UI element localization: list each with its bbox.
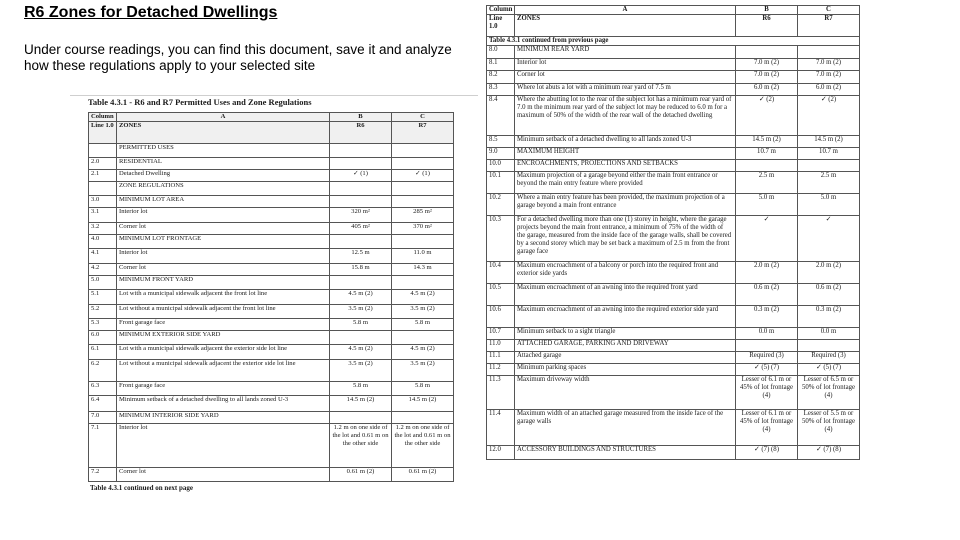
line-number: 11.1: [487, 352, 515, 364]
r7-value: 5.8 m: [392, 382, 454, 396]
r6-value: 3.5 m (2): [330, 305, 392, 319]
zones-label: ZONES: [515, 15, 736, 37]
r7-value: ✓: [798, 216, 860, 262]
table-row: [89, 360, 454, 382]
row-description: Minimum parking spaces: [515, 364, 736, 376]
r7-value: [392, 412, 454, 424]
table-row: [89, 170, 454, 182]
row-description: Attached garage: [515, 352, 736, 364]
line-number: 11.3: [487, 376, 515, 410]
r7-value: 3.5 m (2): [392, 305, 454, 319]
line-number: 5.0: [89, 276, 117, 290]
line-number: 6.0: [89, 331, 117, 345]
line-number: 12.0: [487, 446, 515, 460]
section-row: [89, 196, 454, 208]
r6-value: 5.0 m: [736, 194, 798, 216]
r6-value: 5.8 m: [330, 319, 392, 331]
row-description: Lot with a municipal sidewalk adjacent the front lot line: [117, 290, 330, 305]
r6-value: 3.5 m (2): [330, 360, 392, 382]
r7-label: R7: [392, 122, 454, 144]
column-a-label: A: [515, 6, 736, 15]
row-description: Maximum encroachment of an awning into the required exterior side yard: [515, 306, 736, 328]
left-document: [70, 94, 480, 492]
r7-value: [798, 340, 860, 352]
r6-value: [330, 144, 392, 158]
section-row: [89, 144, 454, 158]
left-zone-table: [88, 112, 454, 482]
line-number: 7.2: [89, 468, 117, 482]
table-row: [487, 136, 860, 148]
row-description: Corner lot: [117, 223, 330, 235]
r7-value: 4.5 m (2): [392, 345, 454, 360]
line-number: 8.2: [487, 71, 515, 84]
r6-value: Lesser of 6.1 m or 45% of lot frontage (4): [736, 376, 798, 410]
table-row: [89, 424, 454, 468]
r7-value: 5.8 m: [392, 319, 454, 331]
r7-value: [392, 235, 454, 249]
table-row: [487, 84, 860, 96]
r6-value: [736, 340, 798, 352]
r7-value: [392, 158, 454, 170]
row-description: RESIDENTIAL: [117, 158, 330, 170]
r7-value: Lesser of 5.5 m or 50% of lot frontage (4): [798, 410, 860, 446]
r7-value: 0.6 m (2): [798, 284, 860, 306]
line-number: 11.2: [487, 364, 515, 376]
table-row: [89, 319, 454, 331]
line-number: 6.4: [89, 396, 117, 412]
line-number: 8.4: [487, 96, 515, 136]
r6-value: [330, 276, 392, 290]
row-description: Front garage face: [117, 319, 330, 331]
row-description: Where lot abuts a lot with a minimum rear yard of 7.5 m: [515, 84, 736, 96]
table-row: [89, 468, 454, 482]
line-number: 5.3: [89, 319, 117, 331]
r6-label: R6: [736, 15, 798, 37]
row-description: Lot without a municipal sidewalk adjacent the front lot line: [117, 305, 330, 319]
row-description: MINIMUM LOT FRONTAGE: [117, 235, 330, 249]
table-row: [89, 396, 454, 412]
r6-value: 0.6 m (2): [736, 284, 798, 306]
row-description: ZONE REGULATIONS: [117, 182, 330, 196]
row-description: Front garage face: [117, 382, 330, 396]
line-number: 8.0: [487, 46, 515, 59]
r6-value: 7.0 m (2): [736, 71, 798, 84]
row-description: Maximum projection of a garage beyond either the main front entrance or beyond the main entry feature where provided: [515, 172, 736, 194]
r6-value: [330, 196, 392, 208]
row-description: MAXIMUM HEIGHT: [515, 148, 736, 160]
r7-value: 14.3 m: [392, 264, 454, 276]
table-row: [487, 376, 860, 410]
line-number: 4.2: [89, 264, 117, 276]
line-number: 11.4: [487, 410, 515, 446]
table-row: [89, 264, 454, 276]
line-number: 8.1: [487, 59, 515, 71]
table-row: [89, 290, 454, 305]
r6-value: 14.5 m (2): [330, 396, 392, 412]
column-a-label: A: [117, 113, 330, 122]
row-description: Maximum driveway width: [515, 376, 736, 410]
r7-value: 14.5 m (2): [798, 136, 860, 148]
r6-value: 6.0 m (2): [736, 84, 798, 96]
r6-value: 14.5 m (2): [736, 136, 798, 148]
table-row: [487, 284, 860, 306]
row-description: MINIMUM EXTERIOR SIDE YARD: [117, 331, 330, 345]
table-row: [487, 364, 860, 376]
line-number: 2.1: [89, 170, 117, 182]
r6-value: [330, 412, 392, 424]
r6-value: ✓ (1): [330, 170, 392, 182]
r7-value: ✓ (5) (7): [798, 364, 860, 376]
r7-value: 10.7 m: [798, 148, 860, 160]
line-number: 10.2: [487, 194, 515, 216]
left-table-caption: Table 4.3.1 - R6 and R7 Permitted Uses and Zone Regulations: [88, 97, 312, 107]
r7-value: 14.5 m (2): [392, 396, 454, 412]
row-description: Corner lot: [117, 264, 330, 276]
row-description: Where a main entry feature has been provided, the maximum projection of a garage beyond a main front entrance: [515, 194, 736, 216]
r6-value: ✓: [736, 216, 798, 262]
row-description: MINIMUM LOT AREA: [117, 196, 330, 208]
r6-value: [330, 182, 392, 196]
r7-value: ✓ (2): [798, 96, 860, 136]
column-c-label: C: [392, 113, 454, 122]
row-description: Corner lot: [515, 71, 736, 84]
r6-value: ✓ (5) (7): [736, 364, 798, 376]
row-description: ATTACHED GARAGE, PARKING AND DRIVEWAY: [515, 340, 736, 352]
line-number: 6.3: [89, 382, 117, 396]
row-description: Maximum encroachment of an awning into the required front yard: [515, 284, 736, 306]
row-description: Lot without a municipal sidewalk adjacent the exterior side lot line: [117, 360, 330, 382]
section-row: [487, 160, 860, 172]
r6-value: 2.5 m: [736, 172, 798, 194]
r7-label: R7: [798, 15, 860, 37]
r6-value: 1.2 m on one side of the lot and 0.61 m on the other side: [330, 424, 392, 468]
r7-value: 0.3 m (2): [798, 306, 860, 328]
table-row: [487, 96, 860, 136]
line-number: 7.0: [89, 412, 117, 424]
table-row: [487, 262, 860, 284]
r7-value: Required (3): [798, 352, 860, 364]
r7-value: [392, 276, 454, 290]
row-description: Minimum setback to a sight triangle: [515, 328, 736, 340]
line-number: 10.0: [487, 160, 515, 172]
line-number: 11.0: [487, 340, 515, 352]
table-row: [487, 352, 860, 364]
r6-value: 4.5 m (2): [330, 345, 392, 360]
r7-value: 7.0 m (2): [798, 59, 860, 71]
r7-value: 0.0 m: [798, 328, 860, 340]
line-number: 6.2: [89, 360, 117, 382]
r6-value: [330, 158, 392, 170]
row-description: MINIMUM FRONT YARD: [117, 276, 330, 290]
table-row: [487, 410, 860, 446]
row-description: Minimum setback of a detached dwelling to all lands zoned U-3: [117, 396, 330, 412]
line-number: 4.0: [89, 235, 117, 249]
section-row: [487, 446, 860, 460]
right-document: [486, 5, 860, 460]
table-row: [487, 306, 860, 328]
line-number: [89, 182, 117, 196]
column-b-label: B: [736, 6, 798, 15]
row-description: Maximum encroachment of a balcony or porch into the required front and exterior side yards: [515, 262, 736, 284]
line-number: 10.7: [487, 328, 515, 340]
row-description: MINIMUM INTERIOR SIDE YARD: [117, 412, 330, 424]
r6-value: 12.5 m: [330, 249, 392, 264]
r6-value: [736, 46, 798, 59]
r7-value: 1.2 m on one side of the lot and 0.61 m on the other side: [392, 424, 454, 468]
line-number: 8.3: [487, 84, 515, 96]
row-description: Detached Dwelling: [117, 170, 330, 182]
row-description: Where the abutting lot to the rear of the subject lot has a minimum rear yard of 7.0 m the minimum rear yard of the subject lot may be reduced to 6.0 m for a maximum of 50% of the width of the rear wall of the detached dwelling: [515, 96, 736, 136]
section-row: [487, 340, 860, 352]
r6-value: [330, 331, 392, 345]
column-label: Column: [89, 113, 117, 122]
line-label: Line 1.0: [89, 122, 117, 144]
r6-value: 405 m²: [330, 223, 392, 235]
table-row: [487, 216, 860, 262]
row-description: MINIMUM REAR YARD: [515, 46, 736, 59]
r6-value: [736, 160, 798, 172]
line-number: 10.6: [487, 306, 515, 328]
r7-value: [392, 331, 454, 345]
line-number: 8.5: [487, 136, 515, 148]
line-number: 5.2: [89, 305, 117, 319]
r6-value: Lesser of 6.1 m or 45% of lot frontage (4): [736, 410, 798, 446]
table-row: [89, 345, 454, 360]
zones-label: ZONES: [117, 122, 330, 144]
table-row: [487, 172, 860, 194]
row-description: Maximum width of an attached garage measured from the inside face of the garage walls: [515, 410, 736, 446]
section-row: [89, 158, 454, 170]
continued-note: Table 4.3.1 continued from previous page: [487, 37, 860, 46]
table-row: [89, 208, 454, 223]
r7-value: 7.0 m (2): [798, 71, 860, 84]
line-number: 10.5: [487, 284, 515, 306]
section-row: [487, 148, 860, 160]
row-description: PERMITTED USES: [117, 144, 330, 158]
line-number: 10.4: [487, 262, 515, 284]
table-header-row: [89, 113, 454, 122]
r6-label: R6: [330, 122, 392, 144]
r6-value: ✓ (7) (8): [736, 446, 798, 460]
r6-value: [330, 235, 392, 249]
section-row: [487, 46, 860, 59]
r7-value: 2.5 m: [798, 172, 860, 194]
row-description: Minimum setback of a detached dwelling to all lands zoned U-3: [515, 136, 736, 148]
line-number: 5.1: [89, 290, 117, 305]
section-row: [89, 331, 454, 345]
column-c-label: C: [798, 6, 860, 15]
column-b-label: B: [330, 113, 392, 122]
line-number: 3.2: [89, 223, 117, 235]
r7-value: 285 m²: [392, 208, 454, 223]
table-row: [89, 223, 454, 235]
r6-value: 0.0 m: [736, 328, 798, 340]
row-description: Interior lot: [117, 208, 330, 223]
row-description: Corner lot: [117, 468, 330, 482]
table-row: [89, 305, 454, 319]
line-number: 4.1: [89, 249, 117, 264]
r6-value: 0.3 m (2): [736, 306, 798, 328]
r6-value: 2.0 m (2): [736, 262, 798, 284]
table-row: [89, 249, 454, 264]
row-description: ENCROACHMENTS, PROJECTIONS AND SETBACKS: [515, 160, 736, 172]
left-table-footer: Table 4.3.1 continued on next page: [90, 484, 194, 492]
line-number: 7.1: [89, 424, 117, 468]
slide-subtitle: Under course readings, you can find this document, save it and analyze how these regulations apply to your selected site: [24, 42, 452, 73]
r7-value: 11.0 m: [392, 249, 454, 264]
r6-value: 320 m²: [330, 208, 392, 223]
section-row: [89, 276, 454, 290]
r6-value: ✓ (2): [736, 96, 798, 136]
r7-value: Lesser of 6.5 m or 50% of lot frontage (4): [798, 376, 860, 410]
r7-value: 4.5 m (2): [392, 290, 454, 305]
r6-value: Required (3): [736, 352, 798, 364]
line-number: 10.1: [487, 172, 515, 194]
r7-value: ✓ (7) (8): [798, 446, 860, 460]
row-description: For a detached dwelling more than one (1) storey in height, where the garage projects beyond the main front entrance, a minimum of 75% of the width of the garage, measured from the inside face of the garage walls, shall be covered by a second storey which may be set back a maximum of 2.5 m from the front garage face: [515, 216, 736, 262]
row-description: Interior lot: [117, 249, 330, 264]
row-description: ACCESSORY BUILDINGS AND STRUCTURES: [515, 446, 736, 460]
r6-value: 10.7 m: [736, 148, 798, 160]
r7-value: 2.0 m (2): [798, 262, 860, 284]
line-number: 10.3: [487, 216, 515, 262]
line-number: 2.0: [89, 158, 117, 170]
r7-value: 370 m²: [392, 223, 454, 235]
section-row: [89, 412, 454, 424]
r6-value: 0.61 m (2): [330, 468, 392, 482]
line-number: 3.0: [89, 196, 117, 208]
r7-value: 0.61 m (2): [392, 468, 454, 482]
row-description: Interior lot: [515, 59, 736, 71]
table-row: [89, 382, 454, 396]
line-label: Line 1.0: [487, 15, 515, 37]
r6-value: 15.8 m: [330, 264, 392, 276]
slide-title: R6 Zones for Detached Dwellings: [24, 4, 278, 21]
r7-value: [798, 160, 860, 172]
r7-value: 5.0 m: [798, 194, 860, 216]
table-header-row: [89, 122, 454, 144]
table-header-row: [487, 15, 860, 37]
section-row: [89, 235, 454, 249]
r6-value: 4.5 m (2): [330, 290, 392, 305]
right-zone-table: [486, 5, 860, 460]
r7-value: [798, 46, 860, 59]
section-row: [89, 182, 454, 196]
line-number: 3.1: [89, 208, 117, 223]
column-label: Column: [487, 6, 515, 15]
table-row: [487, 59, 860, 71]
continued-row: [487, 37, 860, 46]
r7-value: 6.0 m (2): [798, 84, 860, 96]
table-row: [487, 71, 860, 84]
line-number: 9.0: [487, 148, 515, 160]
row-description: Interior lot: [117, 424, 330, 468]
line-number: 6.1: [89, 345, 117, 360]
r7-value: 3.5 m (2): [392, 360, 454, 382]
table-row: [487, 194, 860, 216]
r7-value: [392, 144, 454, 158]
r7-value: [392, 196, 454, 208]
r7-value: [392, 182, 454, 196]
r6-value: 7.0 m (2): [736, 59, 798, 71]
line-number: [89, 144, 117, 158]
table-row: [487, 328, 860, 340]
r7-value: ✓ (1): [392, 170, 454, 182]
row-description: Lot with a municipal sidewalk adjacent the exterior side lot line: [117, 345, 330, 360]
table-header-row: [487, 6, 860, 15]
r6-value: 5.8 m: [330, 382, 392, 396]
